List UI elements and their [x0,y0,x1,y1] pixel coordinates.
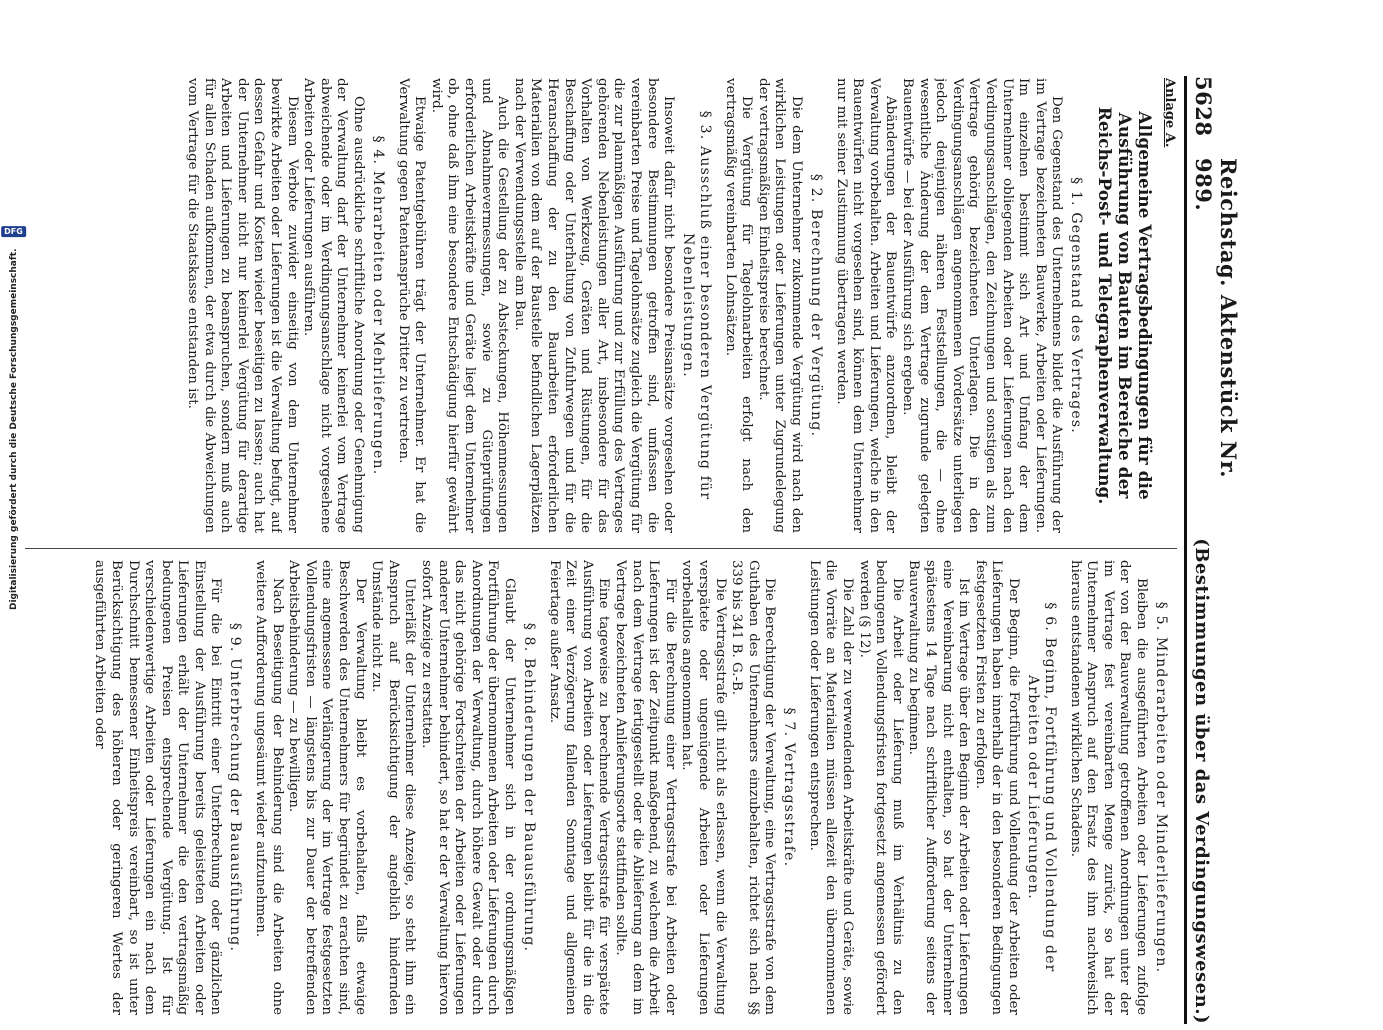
section-2 [721,78,824,533]
page-number: 5628 [1191,76,1216,137]
column-divider [25,548,1177,549]
paragraph: Der Verwaltung bleibt es vorbehalten, falls etwaige Beschwerden des Unternehmers für begründet zu erachten sind, eine angemessene Verlängerung der im Vertrage festgesetzten Vollendungsfristen — längstens bis zur Dauer der betreffenden Arbeitsbehinderung — zu bewilligen. [286,560,368,1015]
section-heading: § 4. Mehrarbeiten oder Mehrlieferungen. [370,135,387,476]
section-heading: § 6. Beginn, Fortführung und Vollendung der Arbeiten oder Lieferungen. [1025,602,1059,973]
section-3 [394,78,713,533]
paragraph: Die Berechtigung der Verwaltung, eine Vertragsstrafe von dem Guthaben des Unternehmers einzubehalten, richtet sich nach §§ 339 bis 341 B. G.-B. [729,560,778,1015]
page-header [1184,76,1241,1024]
section-title: Reichstag. Aktenstück Nr. 989. [1191,158,1241,479]
section-heading: § 7. Vertragsstrafe. [781,707,798,868]
digitization-text: Digitalisierung gefördert durch die Deutsche Forschungsgemeinschaft. [8,248,19,610]
paragraph: Die dem Unternehmer zukommende Vergütung wird nach den wirklichen Leistungen oder Lieferungen unter Zugrundelegung der vertragsmäßigen Einheitspreise berechnet. [755,78,805,533]
document-title: Allgemeine Vertragsbedingungen für die Ausführung von Bauten im Bereiche der Reichs-Post- und Telegraphenverwaltung. [1094,106,1155,505]
paragraph: Ist im Vertrage über den Beginn der Arbeiten oder Lieferungen eine Vereinbarung nicht enthalten, so hat der Unternehmer spätestens 14 Tage nach schriftlicher Aufforderung seitens der Bauverwaltung zu beginnen. [906,560,972,1015]
paragraph: Die Zahl der zu verwendenden Arbeitskräfte und Geräte, sowie die Vorräte an Materialien müssen allezeit den übernommenen Leistungen oder Lieferungen entsprechen. [806,560,856,1015]
left-column [21,78,1177,533]
section-9 [91,560,244,1015]
section-heading: § 5. Minderarbeiten oder Minderlieferungen. [1153,601,1169,974]
paragraph: Auch die Gestellung der zu Absteckungen, Höhenmessungen und Abnahmevermessungen, sowie zu Güteprüfungen erforderlichen Arbeitskräfte und Geräte liegt dem Unternehmer ob, ohne daß ihm eine besondere Entschädigung hierfür gewährt wird. [428,78,511,533]
paragraph: Insoweit dafür nicht besondere Preisansätze vorgesehen oder besondere Bestimmungen getroffen sind, umfassen die vereinbarten Preise und Tagelohnsätze zugleich die Vergütung für die zur planmäßigen Ausführung und zur Erfüllung des Vertrages gehörenden Nebenleistungen aller Art, insbesondere für das Vorhalten von Werkzeug, Geräten und Rüstungen, für die Beschaffung oder Unterhaltung von Zufuhrwegen und für die Heranschaffung der zu den Bauarbeiten erforderlichen Materialien von dem auf der Baustelle befindlichen Lagerplätzen nach der Verwendungsstelle am Bau. [511,78,677,533]
dfg-logo-icon: DFG [1,227,26,238]
paragraph: Den Gegenstand des Unternehmens bildet die Ausführung der im Vertrage bezeichneten Bauwerke, Arbeiten oder Lieferungen. Im einzelnen bestimmt sich Art und Umfang der dem Unternehmer obliegenden Arbeiten oder Lieferungen nach den Verdingungsanschlägen, den Zeichnungen und sonstigen als zum Vertrage gehörig bezeichneten Unterlagen. Die in den Verdingungsanschlägen angenommenen Vordersätze unterliegen jedoch denjenigen näheren Feststellungen, die — ohne wesentliche Änderung der dem Vertrage zugrunde gelegten Bauentwürfe — bei der Ausführung sich ergeben. [900,78,1065,533]
paragraph: Die Arbeit oder Lieferung muß im Verhältnis zu den bedungenen Vollendungsfristen fortgesetzt angemessen gefördert werden (§ 12). [856,560,905,1015]
section-8 [252,560,538,1015]
section-1 [832,78,1084,533]
section-7 [545,560,797,1015]
section-4 [184,78,387,533]
section-5 [1066,560,1169,1015]
right-column [21,560,1177,1015]
section-heading: § 1. Gegenstand des Vertrages. [1068,177,1085,434]
section-heading: § 3. Ausschluß einer besonderen Vergütung für Nebenleistungen. [680,110,714,501]
paragraph: Glaubt der Unternehmer sich in der ordnungsmäßigen Fortführung der übernommenen Arbeiten oder Lieferungen durch Anordnungen der Verwaltung, durch höhere Gewalt oder durch das nicht gehörige Fortschreiten der Arbeiten oder Lieferungen anderer Unternehmer behindert, so hat er der Verwaltung hiervon sofort Anzeige zu erstatten. [419,560,517,1015]
section-heading: § 8. Behinderungen der Bauausführung. [521,622,537,953]
paragraph: Bleiben die ausgeführten Arbeiten oder Lieferungen zufolge der von der Bauverwaltung getroffenen Anordnungen unter der im Vertrage fest vereinbarten Menge zurück, so hat der Unternehmer Anspruch auf den Ersatz des ihm nachweislich hieraus entstandenen wirklichen Schadens. [1067,560,1149,1015]
page-caption: (Bestimmungen über das Verdingungswesen.) [1191,538,1212,1024]
section-6 [805,560,1058,1015]
scanned-page [15,70,1241,1030]
section-heading: § 2. Berechnung der Vergütung. [808,173,825,438]
anlage-label: Anlage A. [1162,78,1177,148]
paragraph: Unterläßt der Unternehmer diese Anzeige, so steht ihm ein Anspruch auf Berücksichtigung der angeblich hindernden Umstände nicht zu. [369,560,418,1015]
paragraph: Für die Berechnung einer Vertragsstrafe bei Arbeiten oder Lieferungen ist der Zeitpunkt maßgebend, zu welchem die Arbeit nach dem Vertrage fertiggestellt oder die Ablieferung an dem im Vertrage bezeichneten Anlieferungsorte stattfinden sollte. [612,560,678,1015]
paragraph: Die Vertragsstrafe gilt nicht als erlassen, wenn die Verwaltung verspätete oder ungenügende Arbeiten oder Lieferungen vorbehaltlos angenommen hat. [679,560,728,1015]
paragraph: Die Vergütung für Tagelohnarbeiten erfolgt nach den vertragsmäßig vereinbarten Lohnsätzen. [722,78,755,533]
paragraph: Für die bei Eintritt einer Unterbrechung oder gänzlichen Einstellung der Ausführung bereits geleisteten Arbeiten oder Lieferungen erhält der Unternehmer die den vertragsmäßig bedungenen Preisen entsprechende Vergütung. Ist für verschiedenwertige Arbeiten oder Lieferungen ein nach dem Durchschnitt bemessener Einheitspreis vereinbart, so ist unter Berücksichtigung des höheren oder geringeren Wertes der ausgeführten Arbeiten oder [92,560,224,1015]
digitization-note [4,220,23,610]
paragraph: Der Beginn, die Fortführung und Vollendung der Arbeiten oder Lieferungen haben innerhalb der in den besonderen Bedingungen festgesetzten Fristen zu erfolgen. [972,560,1022,1015]
paragraph: Etwaige Patentgebühren trägt der Unternehmer. Er hat die Verwaltung gegen Patentansprüche Dritter zu vertreten. [395,78,428,533]
section-heading: § 9. Unterbrechung der Bauausführung. [227,622,244,953]
paragraph: Abänderungen der Bauentwürfe anzuordnen, bleibt der Verwaltung vorbehalten. Arbeiten und Lieferungen, welche in den Bauentwürfen nicht vorgesehen sind, können dem Unternehmer nur mit seiner Zustimmung übertragen werden. [833,78,899,533]
paragraph: Ohne ausdrückliche schriftliche Anordnung oder Genehmigung der Verwaltung darf der Unternehmer keinerlei vom Vertrage abweichende oder im Verdingungsanschlage nicht vorgesehene Arbeiten oder Lieferungen ausführen. [301,78,367,533]
paragraph: Diesem Verbote zuwider einseitig von dem Unternehmer bewirkte Arbeiten oder Lieferungen ist die Verwaltung befugt, auf dessen Gefahr und Kosten wieder beseitigen zu lassen; auch hat der Unternehmer nicht nur keinerlei Vergütung für derartige Arbeiten und Lieferungen zu beanspruchen, sondern muß auch für allen Schaden aufkommen, der etwa durch die Abweichungen vom Vertrage für die Staatskasse entstanden ist. [185,78,300,533]
paragraph: Nach Beseitigung der Behinderung sind die Arbeiten ohne weitere Aufforderung ungesäumt wieder aufzunehmen. [253,560,285,1015]
paragraph: Eine tageweise zu berechnende Vertragsstrafe für verspätete Ausführung von Arbeiten oder Lieferungen bleibt für die in die Zeit einer Verzögerung fallenden Sonntage und allgemeinen Feiertage außer Ansatz. [546,560,612,1015]
